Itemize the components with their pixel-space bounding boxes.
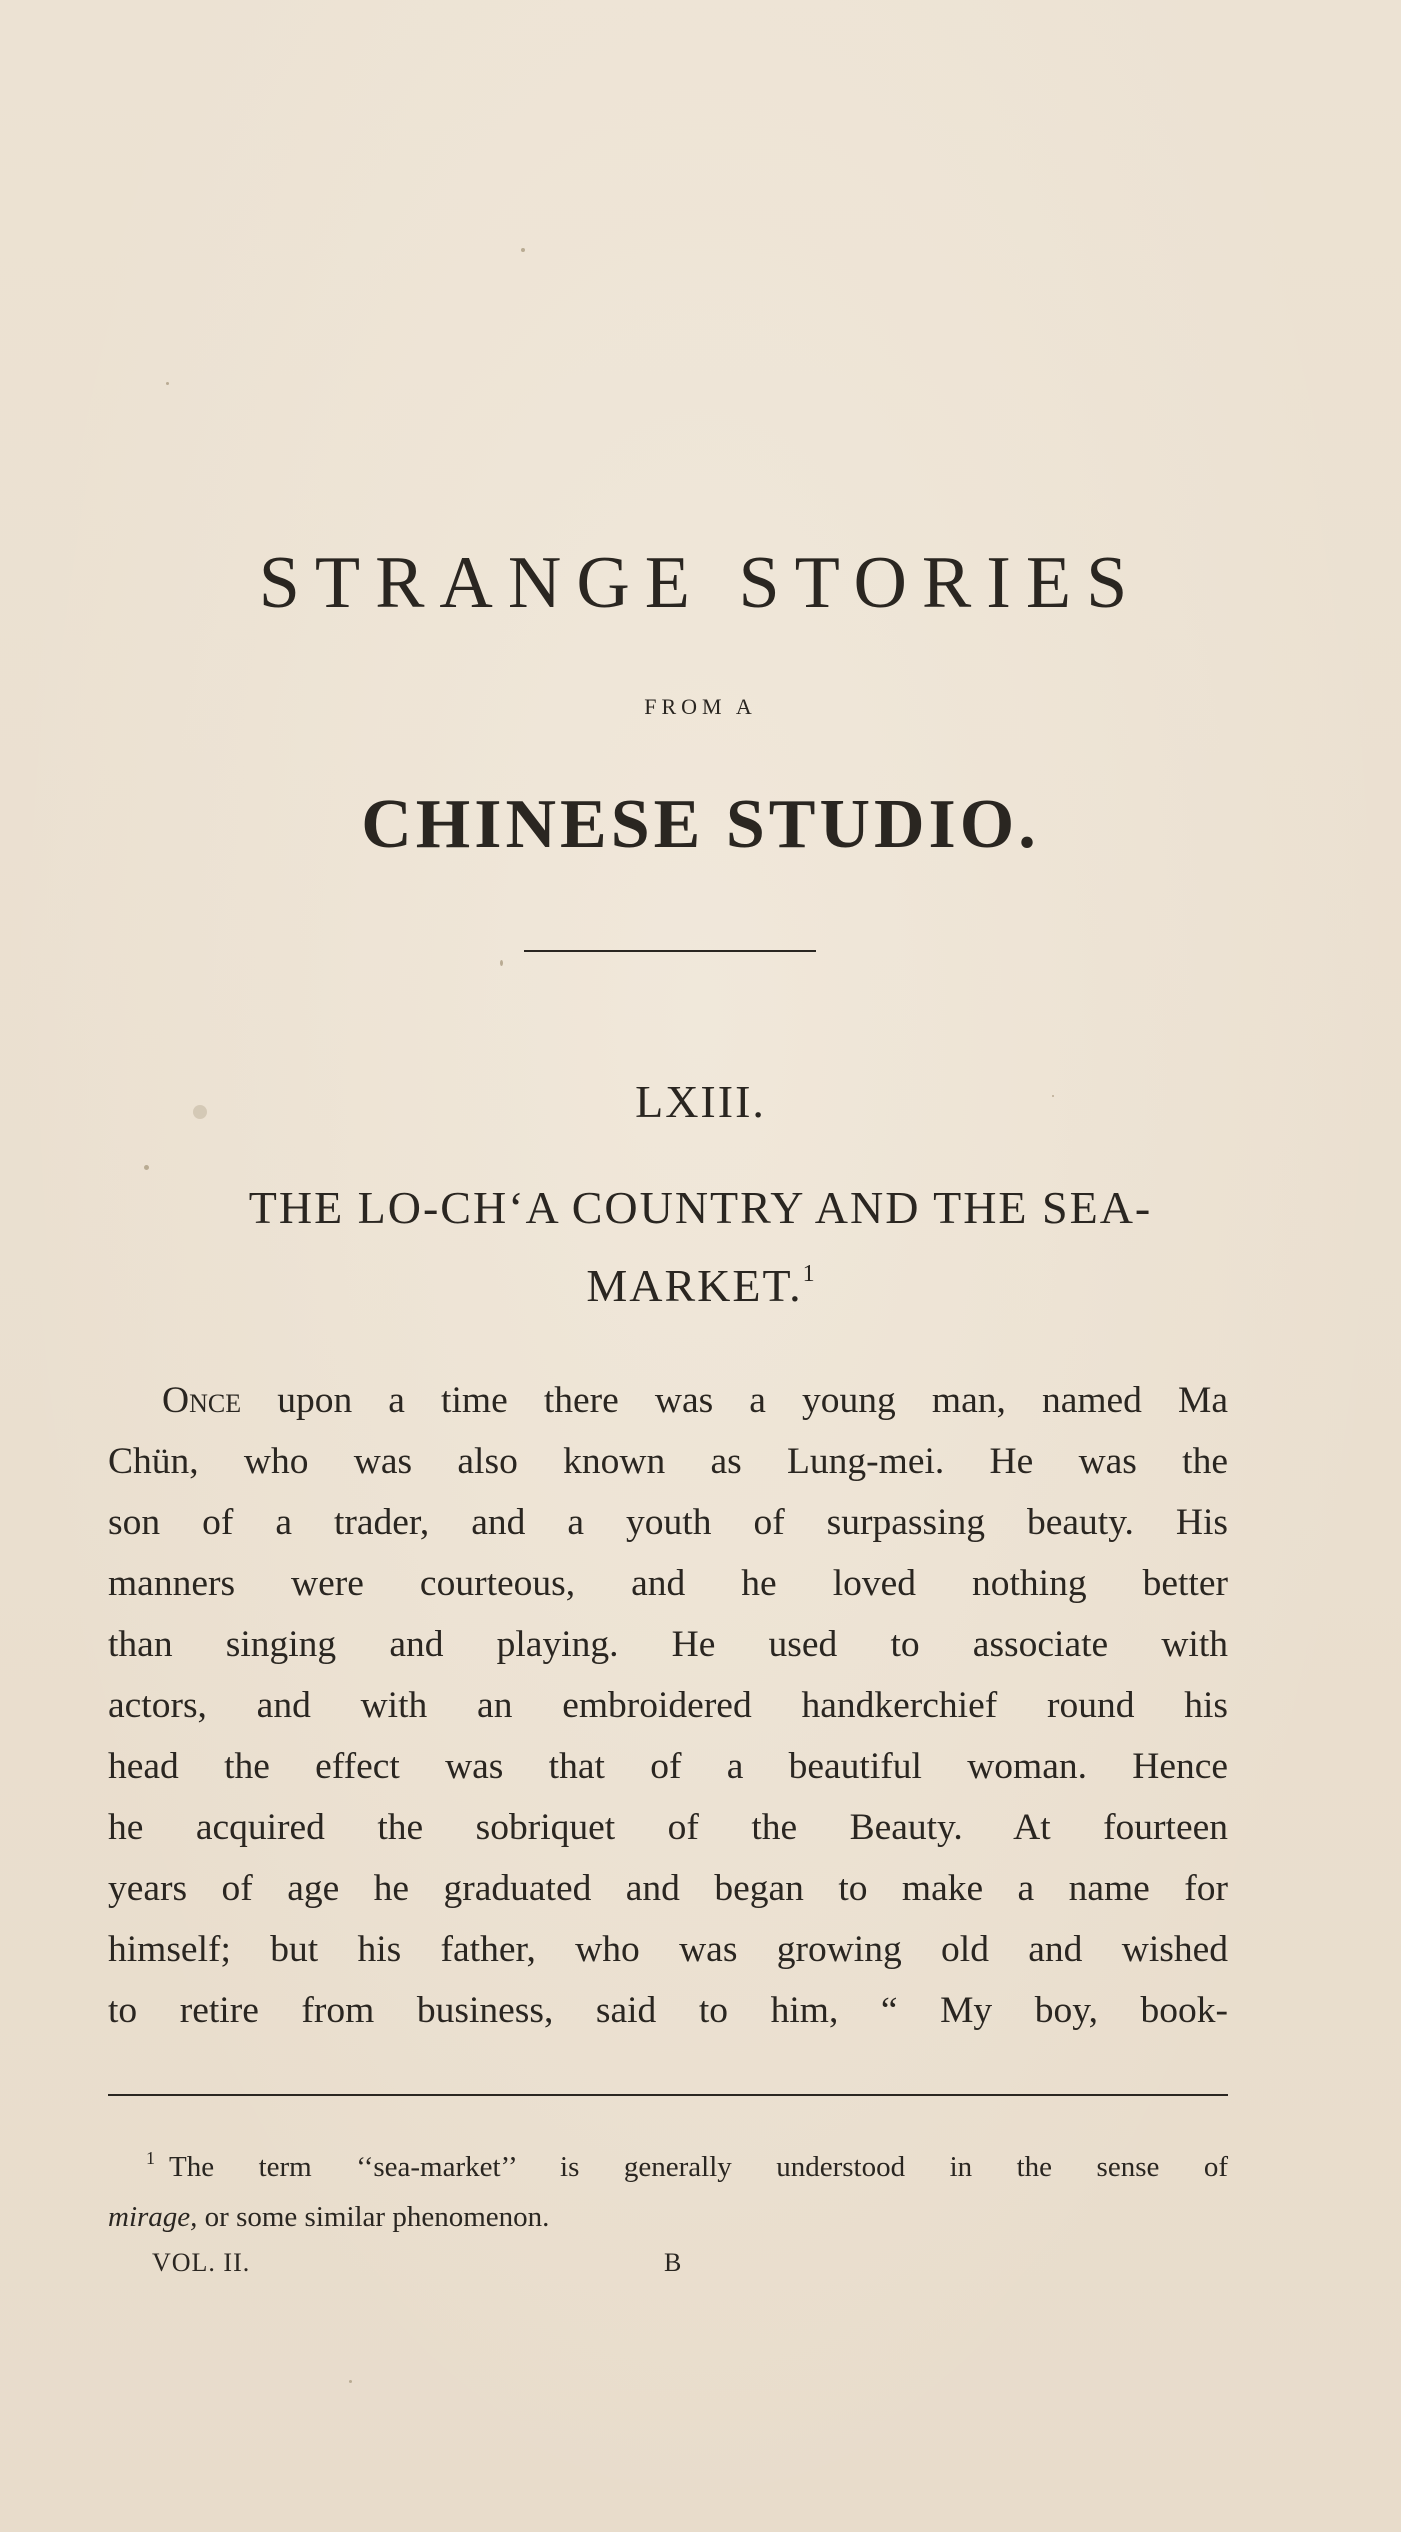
chapter-title <box>150 1175 1251 1319</box>
text-line: actors, and with an embroidered handkerchief round his <box>108 1685 1228 1726</box>
paper-speck <box>1052 1095 1054 1097</box>
footnote-italic-word: mirage, <box>108 2201 198 2233</box>
body-text <box>108 1370 1228 2041</box>
book-title-from: FROM A <box>644 694 757 719</box>
book-subtitle: CHINESE STUDIO. <box>361 786 1040 863</box>
title-divider <box>524 950 816 952</box>
text-line: to retire from business, said to him, “ My boy, book- <box>108 1990 1228 2031</box>
volume-signature: VOL. II. <box>152 2248 251 2277</box>
text-line: than singing and playing. He used to associate with <box>108 1624 1228 1665</box>
text-line <box>108 1370 1228 1431</box>
paper-speck <box>144 1165 149 1170</box>
footnote-divider <box>108 2094 1228 2096</box>
text-line: years of age he graduated and began to make a name for <box>108 1868 1228 1909</box>
chapter-title-text: THE LO-CH‘A COUNTRY AND THE SEA-MARKET. <box>248 1182 1153 1311</box>
text-line: head the effect was that of a beautiful woman. Hence <box>108 1746 1228 1787</box>
footnote <box>108 2133 1228 2242</box>
footnote-line <box>108 2133 1228 2192</box>
gathering-letter: B <box>664 2248 683 2277</box>
paper-speck <box>166 382 169 385</box>
opening-word: Once <box>162 1380 242 1421</box>
paper-speck <box>193 1105 207 1119</box>
book-title: STRANGE STORIES <box>258 542 1143 624</box>
text-line: son of a trader, and a youth of surpassing beauty. His <box>108 1502 1228 1543</box>
paper-speck <box>500 960 503 966</box>
text-line: manners were courteous, and he loved nothing better <box>108 1563 1228 1604</box>
footnote-line <box>108 2192 1228 2242</box>
paper-speck <box>521 248 525 252</box>
text-line: he acquired the sobriquet of the Beauty. At fourteen <box>108 1807 1228 1848</box>
text-line-content: upon a time there was a young man, named Ma <box>277 1380 1228 1421</box>
text-line: himself; but his father, who was growing old and wished <box>108 1929 1228 1970</box>
footnote-marker: 1 <box>146 2148 155 2168</box>
footnote-reference[interactable]: 1 <box>802 1261 815 1287</box>
footnote-text: The term ‘‘sea-market’’ is generally understood in the sense of <box>169 2151 1228 2183</box>
chapter-number: LXIII. <box>635 1076 766 1127</box>
text-line: Chün, who was also known as Lung-mei. He was the <box>108 1441 1228 1482</box>
footnote-text-rest: or some similar phenomenon. <box>197 2201 550 2233</box>
paper-speck <box>349 2380 352 2383</box>
